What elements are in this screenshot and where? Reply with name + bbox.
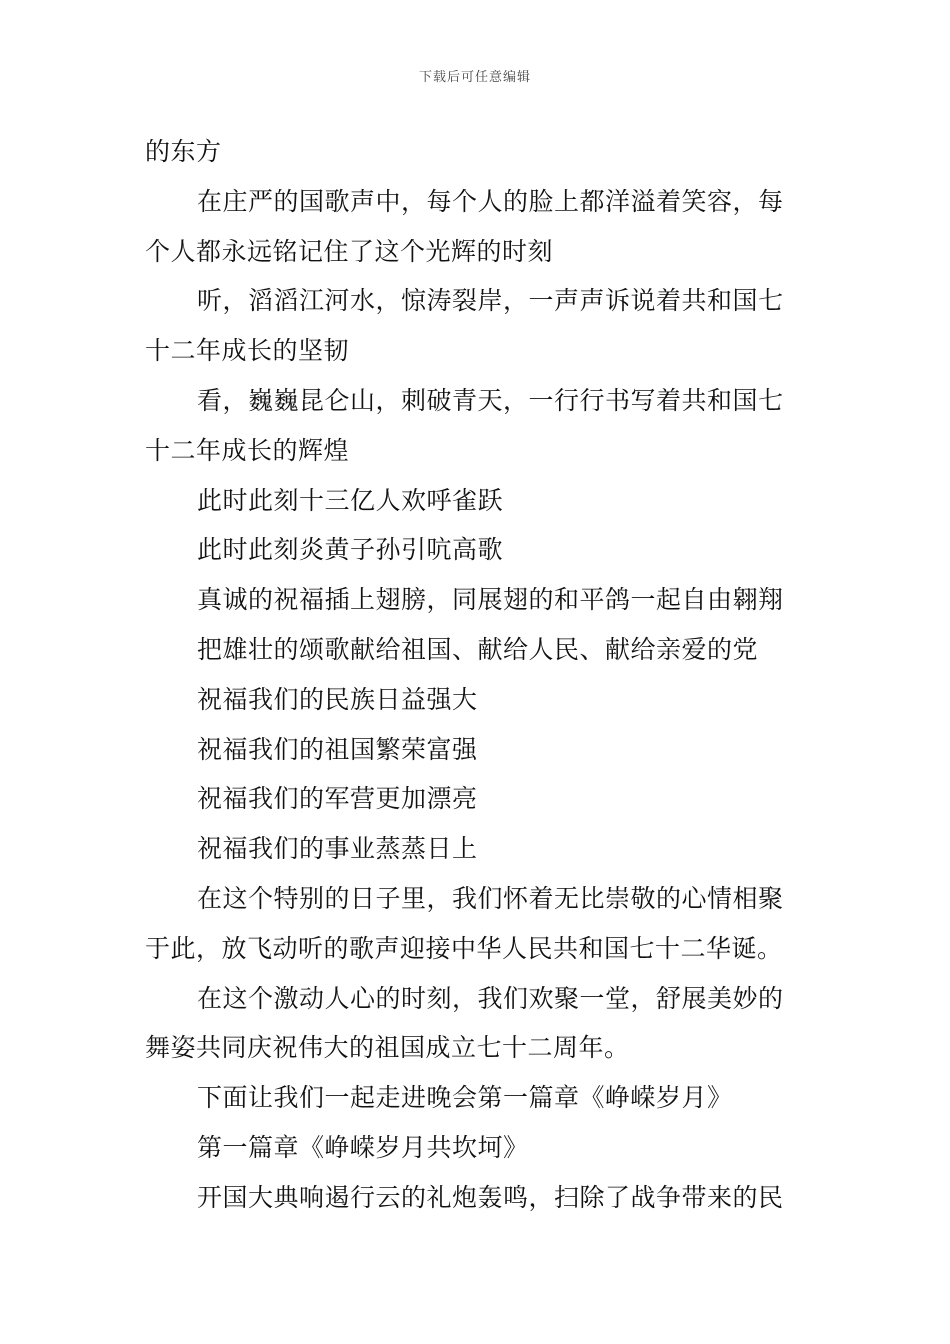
paragraph-line: 真诚的祝福插上翅膀，同展翅的和平鸽一起自由翱翔 — [197, 585, 784, 615]
document-body — [145, 127, 810, 1223]
paragraph-line: 在庄严的国歌声中，每个人的脸上都洋溢着笑容，每 — [197, 186, 784, 216]
paragraph-line: 在这个特别的日子里，我们怀着无比崇敬的心情相聚 — [197, 883, 784, 913]
chapter-title: 第一篇章《峥嵘岁月共坎坷》 — [197, 1132, 529, 1162]
paragraph-line: 祝福我们的祖国繁荣富强 — [197, 734, 478, 764]
text-line: 十二年成长的坚韧 — [145, 336, 350, 366]
paragraph-line: 开国大典响遏行云的礼炮轰鸣，扫除了战争带来的民 — [197, 1182, 784, 1212]
paragraph-line: 下面让我们一起走进晚会第一篇章《峥嵘岁月》 — [197, 1083, 733, 1113]
paragraph-line: 此时此刻炎黄子孙引吭高歌 — [197, 535, 504, 565]
text-line: 十二年成长的辉煌 — [145, 435, 350, 465]
paragraph-line: 祝福我们的事业蒸蒸日上 — [197, 834, 478, 864]
text-line: 舞姿共同庆祝伟大的祖国成立七十二周年。 — [145, 1033, 630, 1063]
text-line: 于此，放飞动听的歌声迎接中华人民共和国七十二华诞。 — [145, 933, 783, 963]
page-header-note: 下载后可任意编辑 — [418, 70, 531, 85]
paragraph-line: 把雄壮的颂歌献给祖国、献给人民、献给亲爱的党 — [197, 634, 759, 664]
paragraph-line: 祝福我们的民族日益强大 — [197, 684, 478, 714]
text-line: 个人都永远铭记住了这个光辉的时刻 — [145, 236, 554, 266]
paragraph-line: 在这个激动人心的时刻，我们欢聚一堂，舒展美妙的 — [197, 983, 784, 1013]
text-line: 的东方 — [145, 137, 222, 166]
paragraph-line: 听，滔滔江河水，惊涛裂岸，一声声诉说着共和国七 — [197, 286, 784, 316]
paragraph-line: 看，巍巍昆仑山，刺破青天，一行行书写着共和国七 — [197, 385, 784, 415]
paragraph-line: 祝福我们的军营更加漂亮 — [197, 784, 478, 814]
paragraph-line: 此时此刻十三亿人欢呼雀跃 — [197, 485, 504, 515]
